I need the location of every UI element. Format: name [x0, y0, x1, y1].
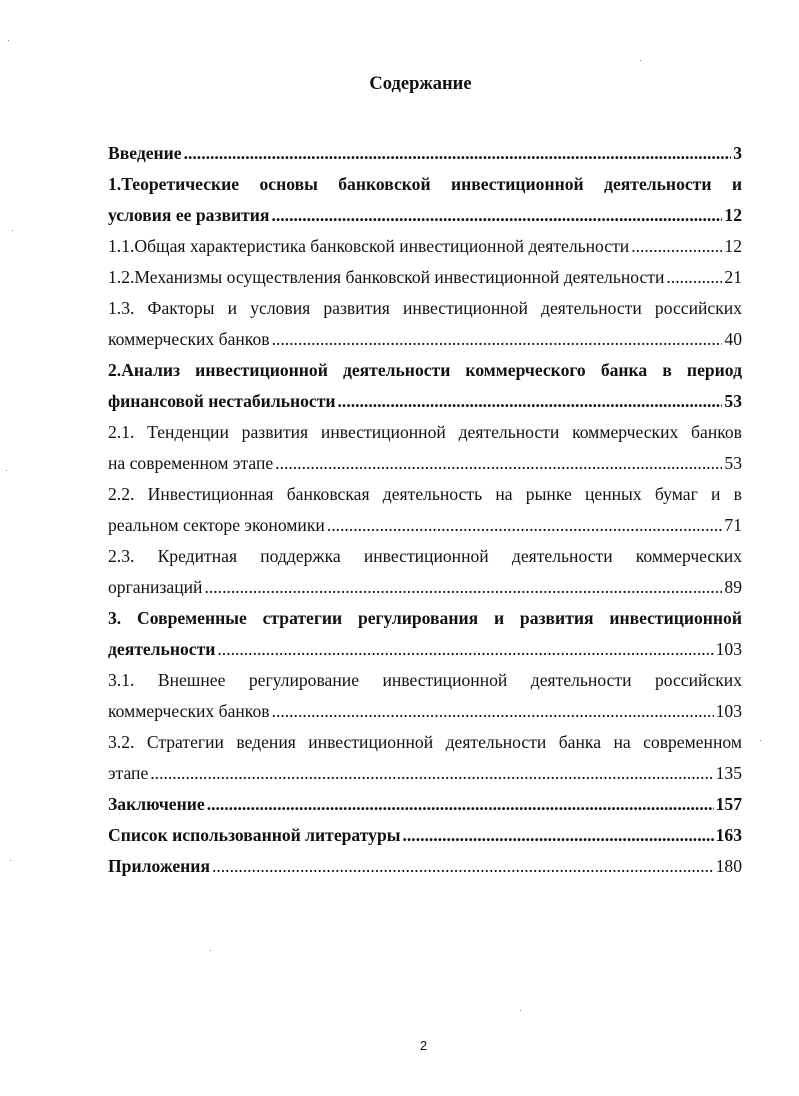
- toc-entry-label: коммерческих банков: [108, 329, 270, 349]
- dot-leader: [207, 789, 714, 820]
- toc-entry-label: 2.3. Кредитная поддержка инвестиционной деятельности коммерческих: [108, 546, 742, 566]
- toc-entry-section-2-2-line1[interactable]: [108, 479, 742, 510]
- toc-entry-label: реальном секторе экономики: [108, 515, 325, 535]
- dot-leader: [666, 262, 722, 293]
- toc-page-number: 53: [724, 391, 742, 411]
- toc-entry-label: на современном этапе: [108, 453, 274, 473]
- toc-entry-label: 2.1. Тенденции развития инвестиционной деятельности коммерческих банков: [108, 422, 742, 442]
- dot-leader: [217, 634, 713, 665]
- toc-entry-label: 1.1.Общая характеристика банковской инвестиционной деятельности: [108, 236, 630, 256]
- toc-entry-label: деятельности: [108, 639, 216, 659]
- toc-entry-section-1-line1[interactable]: [108, 169, 742, 200]
- toc-page-number: 12: [724, 236, 742, 256]
- dot-leader: [275, 448, 722, 479]
- toc-entry-section-2-1-line1[interactable]: [108, 417, 742, 448]
- toc-entry-section-3-line1[interactable]: [108, 603, 742, 634]
- toc-entry-section-1-2[interactable]: [108, 262, 742, 293]
- toc-entry-section-2-3-line2[interactable]: [108, 572, 742, 603]
- dot-leader: [272, 696, 714, 727]
- dot-leader: [184, 138, 732, 169]
- dot-leader: [631, 231, 722, 262]
- toc-entry-section-2-line1[interactable]: [108, 355, 742, 386]
- toc-page-number: 103: [715, 701, 742, 721]
- toc-entry-label: Теоретические основы банковской инвестиционной деятельности и: [121, 174, 742, 194]
- toc-entry-section-2-line2[interactable]: [108, 386, 742, 417]
- section-number: 2.: [108, 360, 122, 380]
- toc-entry-section-2-3-line1[interactable]: [108, 541, 742, 572]
- toc-entry-label: 1.3. Факторы и условия развития инвестиционной деятельности российских: [108, 298, 742, 318]
- dot-leader: [327, 510, 723, 541]
- toc-entry-section-2-1-line2[interactable]: [108, 448, 742, 479]
- toc-page-number: 3: [733, 143, 742, 163]
- toc-page-number: 103: [715, 639, 742, 659]
- toc-entry-section-3-2-line2[interactable]: [108, 758, 742, 789]
- toc-entry-section-3-1-line2[interactable]: [108, 696, 742, 727]
- scan-speck: [6, 470, 7, 471]
- toc-entry-section-3-1-line1[interactable]: [108, 665, 742, 696]
- table-of-contents: [108, 138, 742, 882]
- toc-entry-label: этапе: [108, 763, 149, 783]
- toc-page-number: 21: [724, 267, 742, 287]
- scan-speck: [640, 60, 641, 61]
- scan-speck: [10, 860, 11, 861]
- toc-page-number: 157: [715, 794, 742, 814]
- toc-entry-label: финансовой нестабильности: [108, 391, 336, 411]
- dot-leader: [204, 572, 722, 603]
- scan-speck: [760, 740, 761, 741]
- toc-page-number: 53: [724, 453, 742, 473]
- toc-entry-section-1-3-line2[interactable]: [108, 324, 742, 355]
- toc-entry-label: Анализ инвестиционной деятельности коммерческого банка в период: [121, 360, 742, 380]
- toc-entry-label: организаций: [108, 577, 203, 597]
- toc-page-number: 12: [724, 205, 742, 225]
- toc-page-number: 163: [715, 825, 742, 845]
- toc-entry-label: Приложения: [108, 856, 210, 876]
- toc-page-number: 40: [724, 329, 742, 349]
- toc-entry-label: 3. Современные стратегии регулирования и развития инвестиционной: [108, 608, 742, 628]
- toc-entry-label: 3.2. Стратегии ведения инвестиционной деятельности банка на современном: [108, 732, 742, 752]
- toc-entry-section-1-line2[interactable]: [108, 200, 742, 231]
- toc-entry-literature[interactable]: [108, 820, 742, 851]
- toc-entry-section-1-3-line1[interactable]: [108, 293, 742, 324]
- dot-leader: [403, 820, 714, 851]
- dot-leader: [338, 386, 723, 417]
- toc-entry-section-1-1[interactable]: [108, 231, 742, 262]
- toc-entry-label: Введение: [108, 143, 182, 163]
- page-number: 2: [419, 1038, 428, 1053]
- section-number: 1.: [108, 174, 122, 194]
- scan-speck: [520, 1010, 521, 1011]
- scan-speck: [8, 40, 9, 41]
- toc-page-number: 89: [724, 577, 742, 597]
- scan-speck: [210, 950, 211, 951]
- toc-entry-label: Заключение: [108, 794, 205, 814]
- dot-leader: [212, 851, 714, 882]
- dot-leader: [272, 324, 723, 355]
- dot-leader: [150, 758, 713, 789]
- toc-page-number: 180: [715, 856, 742, 876]
- toc-entry-section-3-line2[interactable]: [108, 634, 742, 665]
- toc-entry-conclusion[interactable]: [108, 789, 742, 820]
- toc-entry-section-3-2-line1[interactable]: [108, 727, 742, 758]
- toc-entry-label: 2.2. Инвестиционная банковская деятельность на рынке ценных бумаг и в: [108, 484, 742, 504]
- page-title: Содержание: [369, 74, 472, 94]
- scan-speck: [12, 230, 13, 231]
- toc-entry-label: условия ее развития: [108, 205, 270, 225]
- toc-entry-intro[interactable]: [108, 138, 742, 169]
- toc-entry-section-2-2-line2[interactable]: [108, 510, 742, 541]
- toc-page-number: 135: [715, 763, 742, 783]
- toc-entry-label: Список использованной литературы: [108, 825, 401, 845]
- toc-entry-label: коммерческих банков: [108, 701, 270, 721]
- toc-entry-appendix[interactable]: [108, 851, 742, 882]
- dot-leader: [271, 200, 722, 231]
- toc-entry-label: 1.2.Механизмы осуществления банковской инвестиционной деятельности: [108, 267, 665, 287]
- toc-page-number: 71: [724, 515, 742, 535]
- toc-entry-label: 3.1. Внешнее регулирование инвестиционной деятельности российских: [108, 670, 742, 690]
